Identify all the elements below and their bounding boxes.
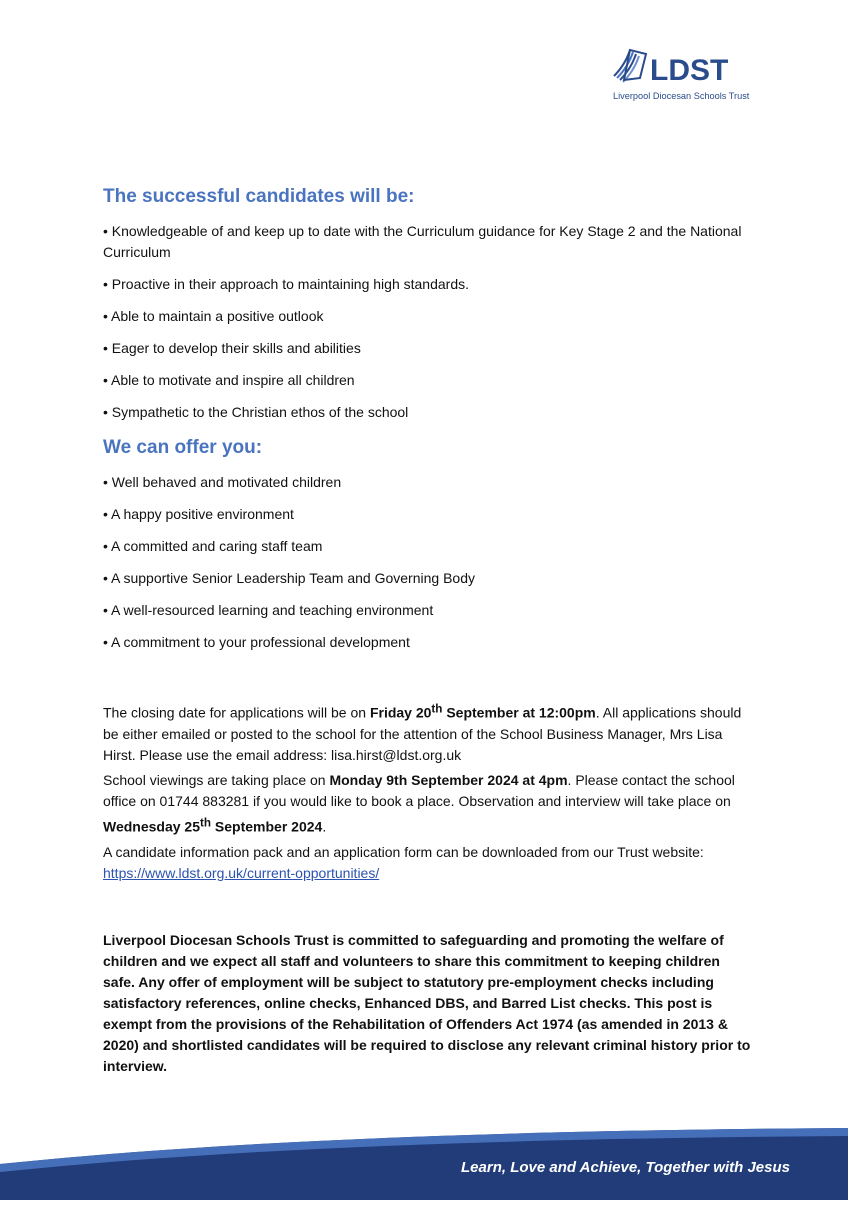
ldst-logo	[610, 40, 760, 106]
offer-item: • A commitment to your professional development	[103, 634, 410, 650]
candidate-item: • Knowledgeable of and keep up to date with the Curriculum guidance for Key Stage 2 and the National Curriculum	[103, 223, 742, 260]
interview-date-suffix: th	[200, 816, 212, 829]
viewings-end: .	[322, 818, 327, 835]
logo-subtitle: Liverpool Diocesan Schools Trust	[613, 91, 750, 101]
closing-date-paragraph	[103, 698, 753, 766]
offer-item: • A well-resourced learning and teaching environment	[103, 602, 434, 618]
candidate-item: • Proactive in their approach to maintaining high standards.	[103, 276, 470, 292]
offer-item: • A committed and caring staff team	[103, 538, 323, 554]
viewings-contact: . Please contact the school office on 01744 883281 if you would like to book a place. Observation and interview will take place on	[103, 772, 735, 809]
logo-wordmark: LDST	[650, 54, 729, 87]
offer-item: • Well behaved and motivated children	[103, 474, 342, 490]
candidate-item: • Able to motivate and inspire all children	[103, 372, 355, 388]
candidate-item: • Eager to develop their skills and abilities	[103, 340, 361, 356]
pack-paragraph	[103, 842, 753, 884]
pack-text: A candidate information pack and an application form can be downloaded from our Trust website:	[103, 844, 704, 860]
closing-date-suffix: th	[431, 702, 443, 715]
opportunities-link[interactable]: https://www.ldst.org.uk/current-opportunities/	[103, 865, 380, 881]
closing-time: September at 12:00pm	[442, 704, 596, 721]
candidate-item: • Sympathetic to the Christian ethos of the school	[103, 404, 409, 420]
closing-text: The closing date for applications will be on	[103, 704, 370, 721]
safeguarding-statement: Liverpool Diocesan Schools Trust is committed to safeguarding and promoting the welfare of children and we expect all staff and volunteers to share this commitment to keeping children safe. Any offer of employment will be subject to statutory pre-employment checks including satisfactory references, online checks, Enhanced DBS, and Barred List checks. This post is exempt from the provisions of the Rehabilitation of Offenders Act 1974 (as amended in 2013 & 2020) and shortlisted candidates will be required to disclose any relevant criminal history prior to interview.	[103, 932, 751, 1074]
footer-tagline: Learn, Love and Achieve, Together with Jesus	[461, 1159, 790, 1176]
candidates-heading: The successful candidates will be:	[103, 186, 415, 207]
closing-date: Friday 20	[369, 704, 432, 721]
candidate-item: • Able to maintain a positive outlook	[103, 308, 324, 324]
viewings-paragraph	[103, 770, 753, 838]
interview-date: Wednesday 25	[103, 818, 201, 835]
offer-item: • A happy positive environment	[103, 506, 294, 522]
footer-banner	[0, 1124, 848, 1200]
book-icon	[610, 40, 650, 86]
offer-item: • A supportive Senior Leadership Team and Governing Body	[103, 570, 475, 586]
interview-month: September 2024	[211, 818, 323, 835]
closing-instructions: . All applications should be either emailed or posted to the school for the attention of the School Business Manager, Mrs Lisa Hirst. Please use the email address: lisa.hirst@ldst.org.uk	[103, 704, 742, 763]
viewing-date: Monday 9th September 2024 at 4pm	[329, 772, 568, 788]
viewings-text: School viewings are taking place on	[103, 772, 330, 788]
offer-heading: We can offer you:	[103, 437, 263, 458]
